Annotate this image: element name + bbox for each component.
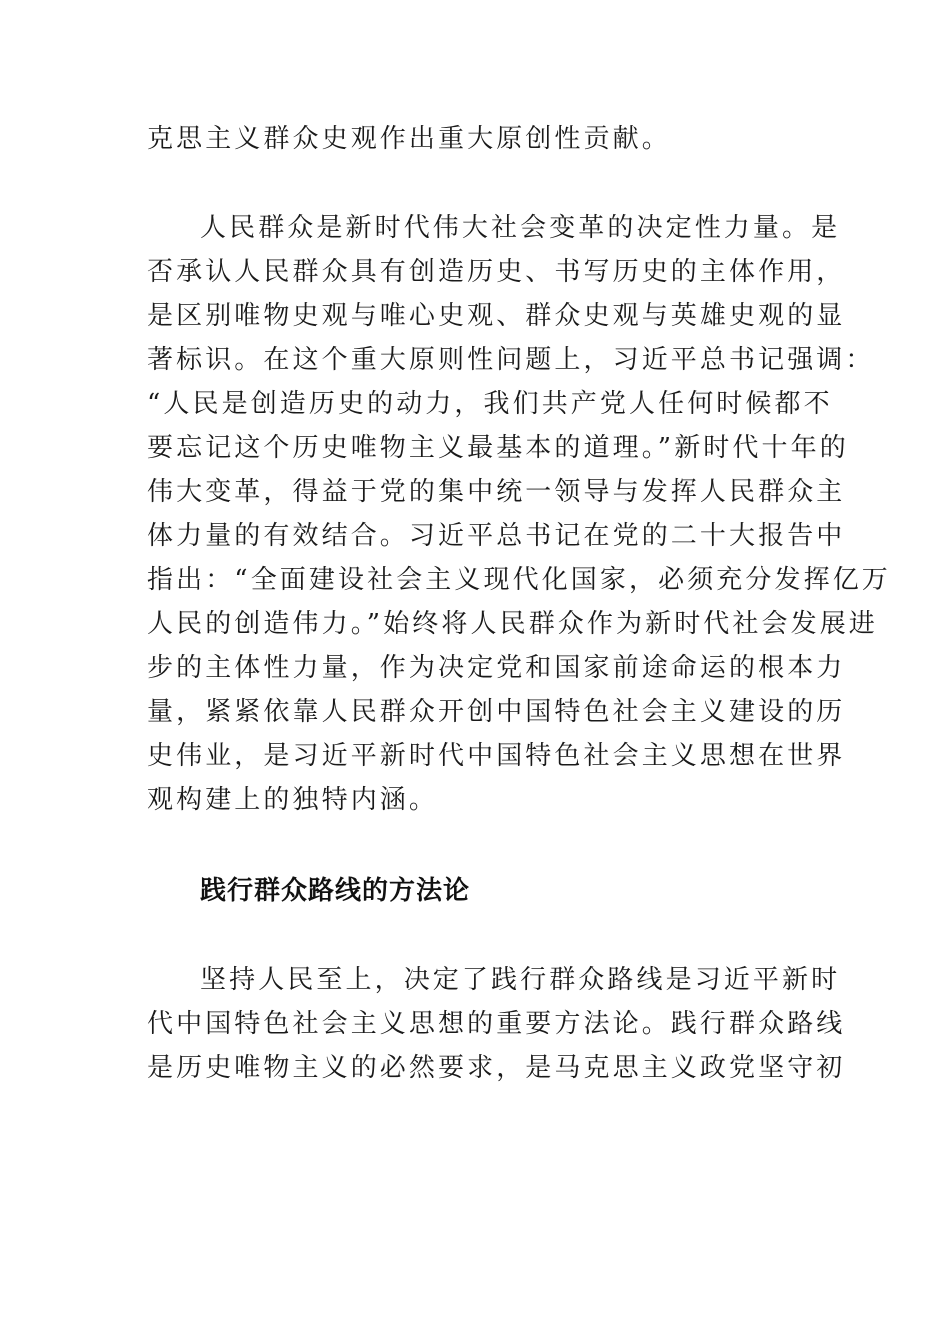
paragraph-1-line-12: 量，紧紧依靠人民群众开创中国特色社会主义建设的历 — [147, 697, 846, 727]
paragraph-1-line-2: 否承认人民群众具有创造历史、书写历史的主体作用， — [147, 257, 846, 287]
paragraph-1-line-11: 步的主体性力量，作为决定党和国家前途命运的根本力 — [147, 653, 846, 683]
paragraph-1-line-4: 著标识。在这个重大原则性问题上，习近平总书记强调： — [147, 345, 875, 375]
paragraph-1-line-3: 是区别唯物史观与唯心史观、群众史观与英雄史观的显 — [147, 301, 846, 331]
paragraph-1-line-8: 体力量的有效结合。习近平总书记在党的二十大报告中 — [147, 521, 846, 551]
paragraph-1-line-1: 人民群众是新时代伟大社会变革的决定性力量。是 — [200, 213, 841, 243]
paragraph-1-line-10: 人民的创造伟力。”始终将人民群众作为新时代社会发展进 — [147, 609, 878, 639]
paragraph-intro-line: 克思主义群众史观作出重大原创性贡献。 — [147, 124, 671, 154]
paragraph-1-line-5: “人民是创造历史的动力，我们共产党人任何时候都不 — [147, 389, 833, 419]
paragraph-2-line-3: 是历史唯物主义的必然要求，是马克思主义政党坚守初 — [147, 1053, 846, 1083]
paragraph-2-line-2: 代中国特色社会主义思想的重要方法论。践行群众路线 — [147, 1009, 846, 1039]
paragraph-2-line-1: 坚持人民至上，决定了践行群众路线是习近平新时 — [200, 965, 841, 995]
paragraph-1-line-13: 史伟业，是习近平新时代中国特色社会主义思想在世界 — [147, 741, 846, 771]
paragraph-1-line-14: 观构建上的独特内涵。 — [147, 785, 439, 815]
paragraph-1-line-7: 伟大变革，得益于党的集中统一领导与发挥人民群众主 — [147, 477, 846, 507]
paragraph-1-line-9: 指出：“全面建设社会主义现代化国家，必须充分发挥亿万 — [147, 565, 891, 595]
section-heading: 践行群众路线的方法论 — [200, 876, 471, 906]
paragraph-1-line-6: 要忘记这个历史唯物主义最基本的道理。”新时代十年的 — [147, 433, 849, 463]
